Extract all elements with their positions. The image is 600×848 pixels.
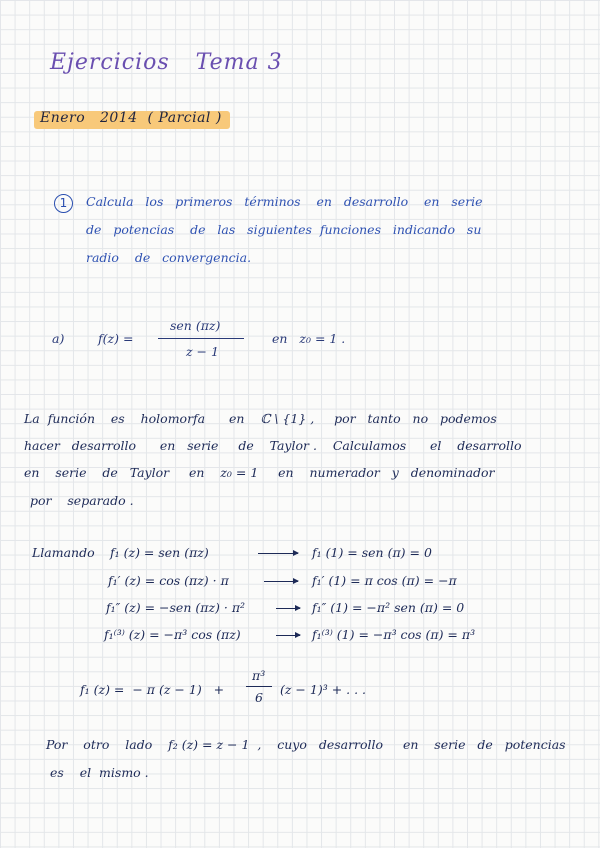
series-fraction-denominator: 6 bbox=[255, 690, 263, 705]
series-fraction-numerator: π³ bbox=[252, 668, 266, 683]
series-tail: (z − 1)³ + . . . bbox=[280, 682, 367, 697]
part-a-numerator: sen (πz) bbox=[170, 318, 221, 333]
paragraph-2-line-2: es el mismo . bbox=[50, 765, 149, 780]
part-a-denominator: z − 1 bbox=[186, 344, 219, 359]
derivation-row-1-right: f₁ (1) = sen (π) = 0 bbox=[312, 545, 432, 560]
part-a-condition: en z₀ = 1 . bbox=[272, 331, 346, 346]
fraction-bar bbox=[158, 338, 244, 339]
derivation-row-1-left: f₁ (z) = sen (πz) bbox=[110, 545, 209, 560]
title-word-1: Ejercicios bbox=[50, 50, 170, 75]
derivation-intro: Llamando bbox=[32, 545, 95, 560]
derivation-row-3-left: f₁″ (z) = −sen (πz) · π² bbox=[106, 600, 246, 615]
derivation-row-2-left: f₁′ (z) = cos (πz) · π bbox=[108, 573, 229, 588]
paragraph-1-line-4: por separado . bbox=[30, 493, 134, 508]
part-a-label: a) bbox=[52, 331, 65, 346]
title-word-2: Tema 3 bbox=[195, 50, 283, 75]
part-a-function-name: f(z) = bbox=[98, 331, 134, 346]
derivation-row-3-right: f₁″ (1) = −π² sen (π) = 0 bbox=[312, 600, 465, 615]
paragraph-1-line-2: hacer desarrollo en serie de Taylor . Calculamos el desarrollo bbox=[24, 438, 522, 453]
derivation-row-2-right: f₁′ (1) = π cos (π) = −π bbox=[312, 573, 457, 588]
exercise-prompt-line-2: de potencias de las siguientes funciones indicando su bbox=[86, 222, 482, 237]
paragraph-2-line-1: Por otro lado f₂ (z) = z − 1 , cuyo desarrollo en serie de potencias bbox=[46, 737, 566, 752]
page-title bbox=[50, 50, 283, 75]
arrow-right-icon bbox=[276, 608, 300, 609]
derivation-row-4-left: f₁⁽³⁾ (z) = −π³ cos (πz) bbox=[104, 627, 241, 642]
paragraph-1-line-1: La función es holomorfa en ℂ \ {1} , por tanto no podemos bbox=[24, 411, 497, 426]
exam-label: Enero 2014 ( Parcial ) bbox=[40, 110, 222, 126]
exercise-prompt-line-3: radio de convergencia. bbox=[86, 250, 252, 265]
derivation-row-4-right: f₁⁽³⁾ (1) = −π³ cos (π) = π³ bbox=[312, 627, 476, 642]
arrow-right-icon bbox=[276, 635, 300, 636]
series-lhs: f₁ (z) = − π (z − 1) + bbox=[80, 682, 225, 697]
exercise-prompt-line-1: Calcula los primeros términos en desarrollo en serie bbox=[86, 194, 483, 209]
exercise-number: 1 bbox=[54, 194, 73, 213]
paragraph-1-line-3: en serie de Taylor en z₀ = 1 en numerador y denominador bbox=[24, 465, 495, 480]
arrow-right-icon bbox=[258, 553, 298, 554]
arrow-right-icon bbox=[264, 581, 298, 582]
series-fraction-bar bbox=[246, 686, 272, 687]
